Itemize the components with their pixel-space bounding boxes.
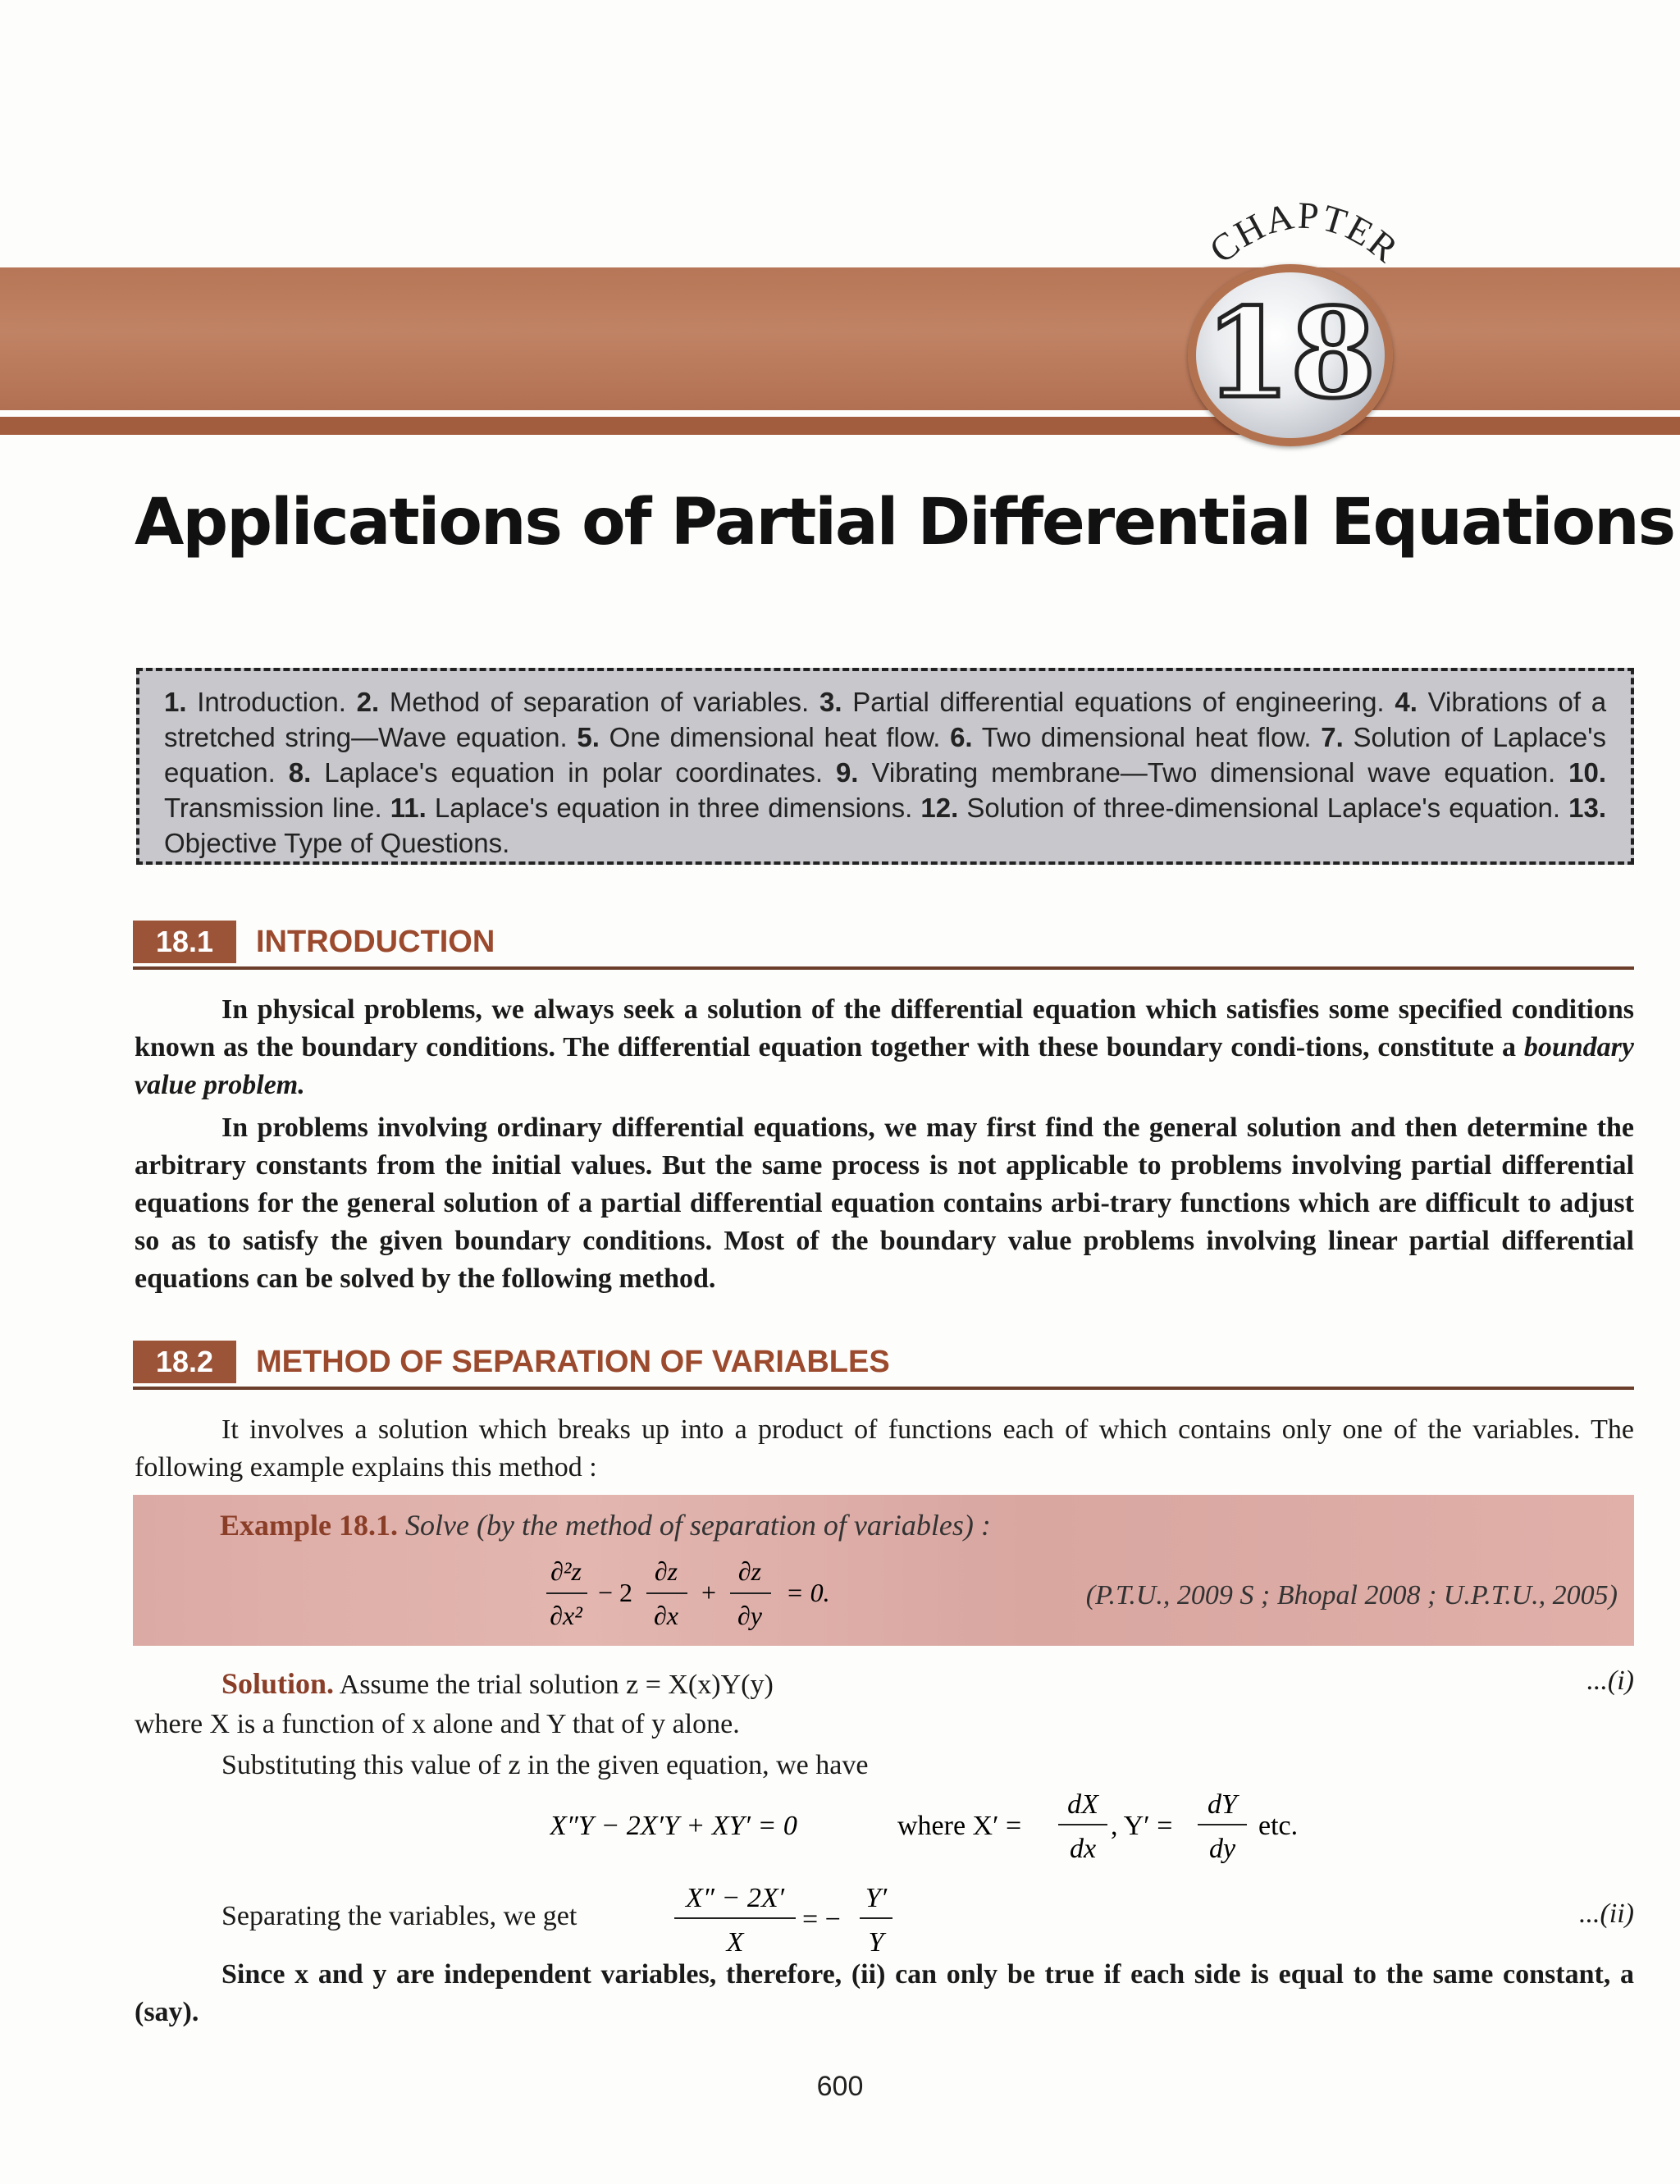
example-label: Example 18.1. bbox=[220, 1509, 399, 1542]
contents-item: 11. Laplace's equation in three dimensions. bbox=[390, 793, 913, 823]
contents-item: 10. Transmission line. bbox=[164, 757, 1606, 823]
example-reference: (P.T.U., 2009 S ; Bhopal 2008 ; U.P.T.U., 2005) bbox=[1085, 1580, 1618, 1611]
contents-item: 1. Introduction. bbox=[164, 687, 346, 717]
eq3-den1: X bbox=[726, 1927, 744, 1958]
eq-dx2: ∂x² bbox=[550, 1601, 582, 1630]
contents-item: 4. Vibrations of a stretched string—Wave equation. bbox=[164, 687, 1607, 752]
eq-dz-1: ∂z bbox=[654, 1556, 678, 1586]
solution-label: Solution. bbox=[221, 1667, 335, 1700]
chapter-contents bbox=[136, 668, 1634, 865]
contents-item: 5. One dimensional heat flow. bbox=[577, 722, 941, 752]
eq2-where: where X′ = bbox=[897, 1811, 1022, 1841]
contents-item: 7. Solution of Laplace's equation. bbox=[164, 722, 1607, 788]
section-title: INTRODUCTION bbox=[256, 925, 495, 959]
chapter-number-medallion bbox=[1188, 264, 1393, 446]
section-title: METHOD OF SEPARATION OF VARIABLES bbox=[256, 1345, 890, 1379]
chapter-title: Applications of Partial Differential Equations bbox=[135, 486, 1675, 560]
contents-item: 12. Solution of three-dimensional Laplace's equation. bbox=[920, 793, 1561, 823]
example-statement: Solve (by the method of separation of variables) : bbox=[405, 1509, 991, 1542]
example-box bbox=[133, 1495, 1634, 1646]
equation-number-ii: ...(ii) bbox=[1578, 1898, 1634, 1929]
intro-paragraph-1: In physical problems, we always seek a solution of the differential equation which satisfies some specified conditions known as the boundary conditions. The differential equation together with these boundary condi-tions, constitute a boundary value problem. bbox=[135, 994, 1634, 1100]
contents-item: 9. Vibrating membrane—Two dimensional wave equation. bbox=[835, 757, 1556, 788]
contents-item: 6. Two dimensional heat flow. bbox=[950, 722, 1312, 752]
eq2-dX: dX bbox=[1067, 1789, 1098, 1820]
eq2-lhs: X″Y − 2X′Y + XY′ = 0 bbox=[550, 1811, 797, 1841]
chapter-label-text: CHAPTER bbox=[1201, 194, 1408, 272]
chapter-band-underline bbox=[0, 417, 1680, 435]
solution-line-1 bbox=[221, 1665, 774, 1703]
eq-minus2: − 2 bbox=[597, 1578, 633, 1607]
intro-paragraph-2: In problems involving ordinary differential equations, we may first find the general solution and then determine the arbitrary constants from the initial values. But the same process is not applicable to problems involving partial differential equations for the general solution of a partial differential equation contains arbi-trary functions which are difficult to adjust so as to satisfy the given boundary conditions. Most of the boundary value problems involving linear partial differential equations can be solved by the following method. bbox=[135, 1113, 1634, 1294]
eq2-etc: etc. bbox=[1258, 1811, 1299, 1841]
eq3-mid: = − bbox=[802, 1904, 841, 1935]
contents-item: 3. Partial differential equations of engineering. bbox=[819, 687, 1385, 717]
eq2-dy: dy bbox=[1208, 1834, 1236, 1864]
eq-plus: + bbox=[701, 1578, 717, 1607]
eq2-dx: dx bbox=[1069, 1834, 1097, 1864]
eq-dy: ∂y bbox=[737, 1601, 763, 1630]
section-heading-separation bbox=[133, 1341, 1634, 1390]
svg-text:CHAPTER bbox=[1202, 194, 1408, 272]
separation-paragraph: It involves a solution which breaks up into a product of functions each of which contains only one of the variables. The following example explains this method : bbox=[135, 1414, 1634, 1483]
eq-equals-zero: = 0. bbox=[786, 1578, 830, 1607]
eq3-num2: Y′ bbox=[865, 1883, 888, 1913]
solution-line-4: Separating the variables, we get bbox=[221, 1901, 578, 1931]
eq3-num1: X″ − 2X′ bbox=[685, 1883, 785, 1913]
eq-d2z: ∂²z bbox=[550, 1556, 582, 1586]
example-heading bbox=[220, 1506, 991, 1544]
section-number: 18.1 bbox=[133, 921, 236, 963]
eq-dx: ∂x bbox=[653, 1601, 679, 1630]
eq2-comma-y: , Y′ = bbox=[1111, 1811, 1173, 1841]
chapter-number: 18 bbox=[1204, 281, 1376, 426]
contents-item: 13. Objective Type of Questions. bbox=[164, 793, 1607, 858]
eq3-den2: Y bbox=[868, 1927, 884, 1958]
equation-substituted bbox=[550, 1780, 1337, 1871]
contents-item: 8. Laplace's equation in polar coordinates. bbox=[288, 757, 823, 788]
example-equation bbox=[543, 1551, 1002, 1641]
section-heading-introduction bbox=[133, 921, 1634, 970]
solution-line-2: where X is a function of x alone and Y that of y alone. bbox=[135, 1709, 740, 1739]
contents-item: 2. Method of separation of variables. bbox=[356, 687, 810, 717]
solution-trial-text: Assume the trial solution z = X(x)Y(y) bbox=[339, 1670, 774, 1700]
equation-separated bbox=[666, 1874, 912, 1964]
equation-number-i: ...(i) bbox=[1586, 1665, 1634, 1696]
eq2-dY: dY bbox=[1208, 1789, 1237, 1820]
solution-line-3: Substituting this value of z in the given equation, we have bbox=[221, 1750, 869, 1780]
chapter-band bbox=[0, 267, 1680, 410]
page-number: 600 bbox=[816, 2071, 864, 2102]
solution-line-5: Since x and y are independent variables, therefore, (ii) can only be true if each side is equal to the same constant, a (say). bbox=[135, 1959, 1634, 2027]
eq-dz-2: ∂z bbox=[737, 1556, 762, 1586]
chapter-label bbox=[1198, 187, 1411, 277]
section-number: 18.2 bbox=[133, 1341, 236, 1383]
